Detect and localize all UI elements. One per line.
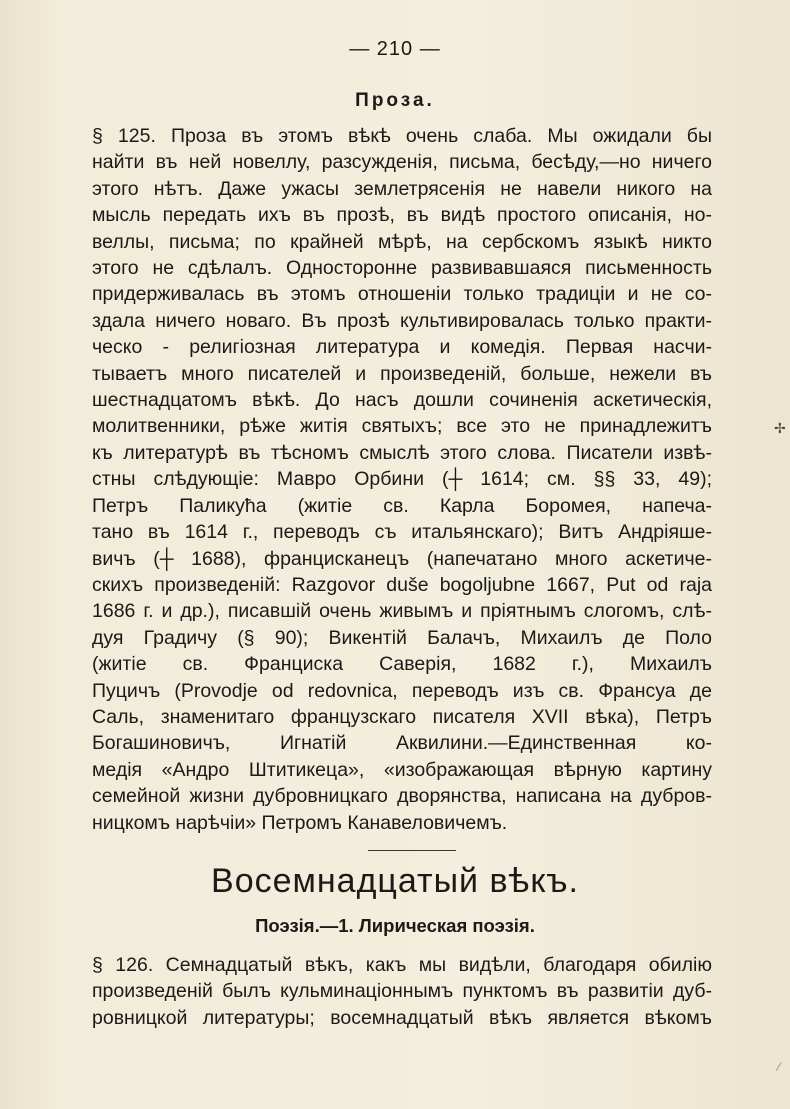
text-line: этого нѣтъ. Даже ужасы землетрясенія не навели никого на [92, 177, 712, 200]
text-line: Петръ Паликуħа (житіе св. Карла Боромея, напеча- [92, 494, 712, 517]
section-title-prose: Проза. [355, 90, 435, 111]
text-line: вичъ (┼ 1688), францисканецъ (напечатано много аскетиче- [92, 547, 712, 570]
text-line: мысль передать ихъ въ прозѣ, въ видѣ простого описанія, но- [92, 204, 712, 227]
page-number: — 210 — [349, 38, 441, 60]
subsection-title-poetry: Поэзія.—1. Лирическая поэзія. [255, 915, 535, 936]
text-line: 1686 г. и др.), писавшій очень живымъ и пріятнымъ слогомъ, слѣ- [92, 600, 712, 623]
text-line: ровницкой литературы; восемнадцатый вѣкъ является вѣкомъ [92, 1006, 712, 1029]
text-line: § 125. Проза въ этомъ вѣкѣ очень слаба. Мы ожидали бы [92, 125, 712, 147]
text-line: (житіе св. Франциска Саверія, 1682 г.), Михаилъ [92, 653, 712, 676]
text-line: Пуцичъ (Provodje od redovnica, переводъ изъ св. Франсуа де [92, 679, 712, 702]
text-line: Саль, знаменитаго французскаго писателя XVII вѣка), Петръ [92, 705, 712, 728]
text-line: ницкомъ нарѣчіи» Петромъ Канавеловичемъ. [92, 811, 508, 834]
margin-mark-bottom: ⁄ [778, 1060, 781, 1074]
text-line: ческо - религіозная литература и комедія. Первая насчи- [92, 336, 712, 359]
text-line: скихъ произведеній: Razgovor duše bogoljubne 1667, Put od raja [92, 573, 712, 596]
text-line: семейной жизни дубровницкаго дворянства, написана на дубров- [92, 785, 712, 808]
text-line: дуя Градичу (§ 90); Викентій Балачъ, Михаилъ де Поло [92, 626, 712, 649]
text-line: къ литературѣ въ тѣсномъ смыслѣ этого слова. Писатели извѣ- [92, 441, 712, 464]
section-divider [368, 850, 456, 851]
chapter-title: Восемнадцатый вѣкъ. [211, 862, 579, 900]
text-line: веллы, письма; по крайней мѣрѣ, на сербскомъ языкѣ никто [92, 230, 712, 253]
text-line: придерживалась въ этомъ отношеніи только традиціи и не со- [92, 283, 712, 306]
text-line: шестнадцатомъ вѣкѣ. До насъ дошли сочиненія аскетическія, [92, 389, 712, 412]
text-line: стны слѣдующіе: Мавро Орбини (┼ 1614; см. §§ 33, 49); [92, 468, 712, 491]
text-line: молитвенники, рѣже житія святыхъ; все это не принадлежитъ [92, 415, 712, 438]
margin-mark: ✢ [774, 420, 786, 436]
poetry-paragraph [92, 952, 712, 1031]
text-line: здала ничего новаго. Въ прозѣ культивировалась только практи- [92, 309, 712, 332]
text-line: произведеній былъ кульминаціоннымъ пунктомъ въ развитіи дуб- [92, 980, 712, 1003]
text-line: тываетъ много писателей и произведеній, больше, нежели въ [92, 362, 712, 385]
text-line: тано въ 1614 г., переводъ съ итальянскаго); Витъ Андріяше- [92, 521, 712, 544]
text-line: Богашиновичъ, Игнатій Аквилини.—Единственная ко- [92, 732, 712, 755]
text-line: § 126. Семнадцатый вѣкъ, какъ мы видѣли, благодаря обилію [92, 954, 712, 976]
text-line: этого не сдѣлалъ. Односторонне развивавшаяся письменность [92, 257, 712, 280]
prose-paragraph [92, 123, 712, 836]
text-line: медія «Андро Штитикеца», «изображающая вѣрную картину [92, 758, 712, 781]
text-line: найти въ ней новеллу, разсужденія, письма, бесѣду,—но ничего [92, 151, 712, 174]
